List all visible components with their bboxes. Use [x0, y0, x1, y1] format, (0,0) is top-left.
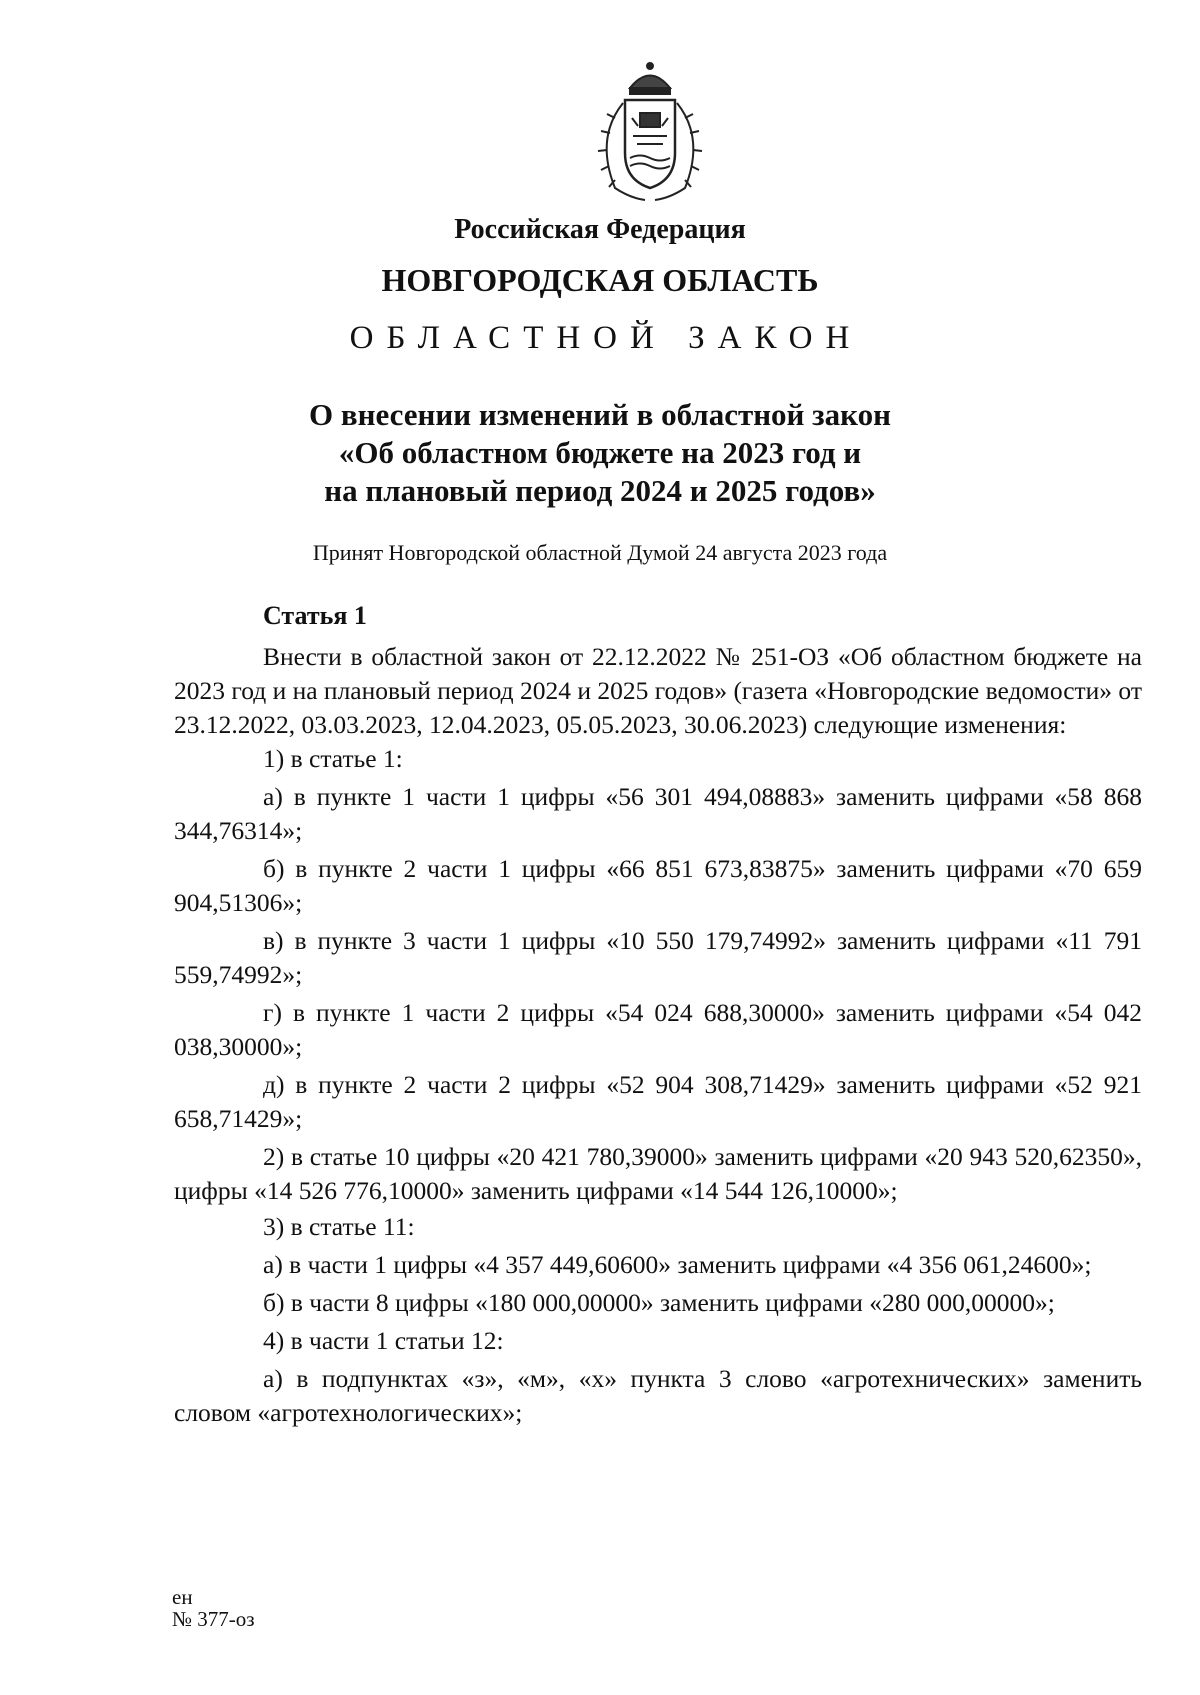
footer-initials: ен — [172, 1585, 193, 1609]
footer-law-number: № 377-оз — [172, 1607, 255, 1631]
list-item: 1) в статье 1: — [263, 744, 403, 773]
list-item: б) в пункте 2 части 1 цифры «66 851 673,83875» заменить цифрами «70 659 904,51306»; — [174, 854, 1142, 917]
footer-note — [172, 1586, 255, 1630]
federation-heading: Российская Федерация — [454, 214, 746, 245]
list-item: 3) в статье 11: — [263, 1212, 415, 1241]
list-item: а) в пункте 1 части 1 цифры «56 301 494,08883» заменить цифрами «58 868 344,76314»; — [174, 782, 1142, 845]
list-item: б) в части 8 цифры «180 000,00000» заменить цифрами «280 000,00000»; — [263, 1288, 1055, 1317]
law-title-line: «Об областном бюджете на 2023 год и — [338, 435, 862, 470]
law-title — [0, 396, 1200, 510]
article-body — [174, 640, 1142, 1430]
list-item: в) в пункте 3 части 1 цифры «10 550 179,74992» заменить цифрами «11 791 559,74992»; — [174, 926, 1142, 989]
coat-of-arms-icon — [585, 58, 715, 208]
list-item: 2) в статье 10 цифры «20 421 780,39000» заменить цифрами «20 943 520,62350», цифры «14 526 776,10000» заменить цифрами «14 544 126,10000»; — [174, 1142, 1142, 1205]
adoption-note: Принят Новгородской областной Думой 24 августа 2023 года — [312, 540, 888, 565]
document-type: ОБЛАСТНОЙ ЗАКОН — [349, 320, 863, 356]
list-item: г) в пункте 1 части 2 цифры «54 024 688,30000» заменить цифрами «54 042 038,30000»; — [174, 998, 1142, 1061]
list-item: а) в подпунктах «з», «м», «х» пункта 3 слово «агротехнических» заменить словом «агротехнологических»; — [174, 1364, 1142, 1427]
law-title-line: на плановый период 2024 и 2025 годов» — [324, 473, 876, 508]
list-item: а) в части 1 цифры «4 357 449,60600» заменить цифрами «4 356 061,24600»; — [263, 1250, 1092, 1279]
region-heading: НОВГОРОДСКАЯ ОБЛАСТЬ — [381, 262, 819, 298]
law-title-line: О внесении изменений в областной закон — [309, 397, 891, 432]
article-heading: Статья 1 — [263, 601, 367, 630]
list-item: д) в пункте 2 части 2 цифры «52 904 308,71429» заменить цифрами «52 921 658,71429»; — [174, 1070, 1142, 1133]
list-item: 4) в части 1 статьи 12: — [263, 1326, 504, 1355]
article-intro: Внести в областной закон от 22.12.2022 № 251-ОЗ «Об областном бюджете на 2023 год и на плановый период 2024 и 2025 годов» (газета «Новгородские ведомости» от 23.12.2022, 03.03.2023, 12.04.2023, 05.05.2023, 30.06.2023) следующие изменения: — [174, 642, 1142, 739]
